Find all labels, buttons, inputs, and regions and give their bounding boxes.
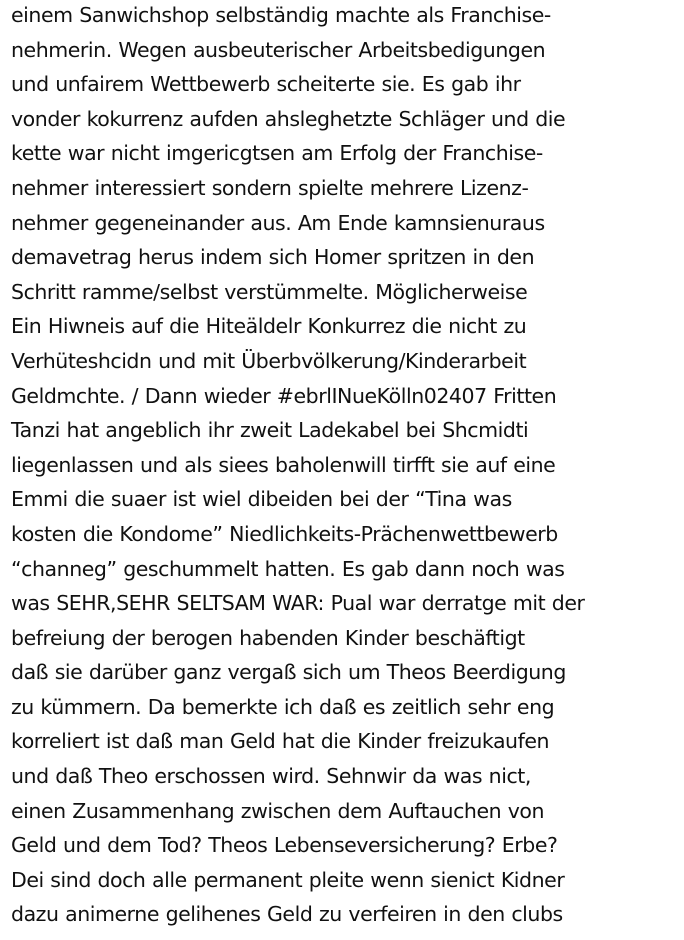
body-text xyxy=(11,0,683,932)
text-line: einen Zusammenhang zwischen dem Auftauchen von xyxy=(11,798,545,823)
text-line: Tanzi hat angeblich ihr zweit Ladekabel bei Shcmidti xyxy=(11,418,529,443)
text-line: und daß Theo erschossen wird. Sehnwir da was nict, xyxy=(11,764,531,789)
text-line: nehmer gegeneinander aus. Am Ende kamnsienuraus xyxy=(11,210,545,235)
text-line: was SEHR,SEHR SELTSAM WAR: Pual war derratge mit der xyxy=(11,591,585,616)
text-line: liegenlassen und als siees baholenwill tirfft sie auf eine xyxy=(11,452,556,477)
text-line: “channeg” geschummelt hatten. Es gab dann noch was xyxy=(11,556,565,581)
text-line: befreiung der berogen habenden Kinder beschäftigt xyxy=(11,625,525,650)
text-line: und unfairem Wettbewerb scheiterte sie. Es gab ihr xyxy=(11,72,521,97)
text-line: kosten die Kondome” Niedlichkeits-Prächenwettbewerb xyxy=(11,521,558,546)
text-line: Geldmchte. / Dann wieder #ebrlINueKölln02407 Fritten xyxy=(11,383,557,408)
text-line: kette war nicht imgericgtsen am Erfolg der Franchise- xyxy=(11,141,543,166)
text-line: vonder kokurrenz aufden ahsleghetzte Schläger und die xyxy=(11,106,566,131)
text-line: nehmer interessiert sondern spielte mehrere Lizenz- xyxy=(11,175,529,200)
text-line: demavetrag herus indem sich Homer spritzen in den xyxy=(11,245,535,270)
text-line: Emmi die suaer ist wiel dibeiden bei der “Tina was xyxy=(11,487,512,512)
text-line: dazu animerne gelihenes Geld zu verfeiren in den clubs xyxy=(11,902,563,927)
text-line: korreliert ist daß man Geld hat die Kinder freizukaufen xyxy=(11,729,550,754)
text-line: einem Sanwichshop selbständig machte als Franchise- xyxy=(11,3,551,27)
text-line: zu kümmern. Da bemerkte ich daß es zeitlich sehr eng xyxy=(11,694,555,719)
text-line: Dei sind doch alle permanent pleite wenn sienict Kidner xyxy=(11,867,565,892)
text-line: Verhüteshcidn und mit Überbvölkerung/Kinderarbeit xyxy=(11,348,527,373)
text-line: daß sie darüber ganz vergaß sich um Theos Beerdigung xyxy=(11,660,566,685)
text-line: Schritt ramme/selbst verstümmelte. Möglicherweise xyxy=(11,279,528,304)
text-line: nehmerin. Wegen ausbeuterischer Arbeitsbedigungen xyxy=(11,37,546,62)
text-line: Ein Hiwneis auf die Hiteäldelr Konkurrez die nicht zu xyxy=(11,314,527,339)
text-line: Geld und dem Tod? Theos Lebenseversicherung? Erbe? xyxy=(11,833,558,858)
